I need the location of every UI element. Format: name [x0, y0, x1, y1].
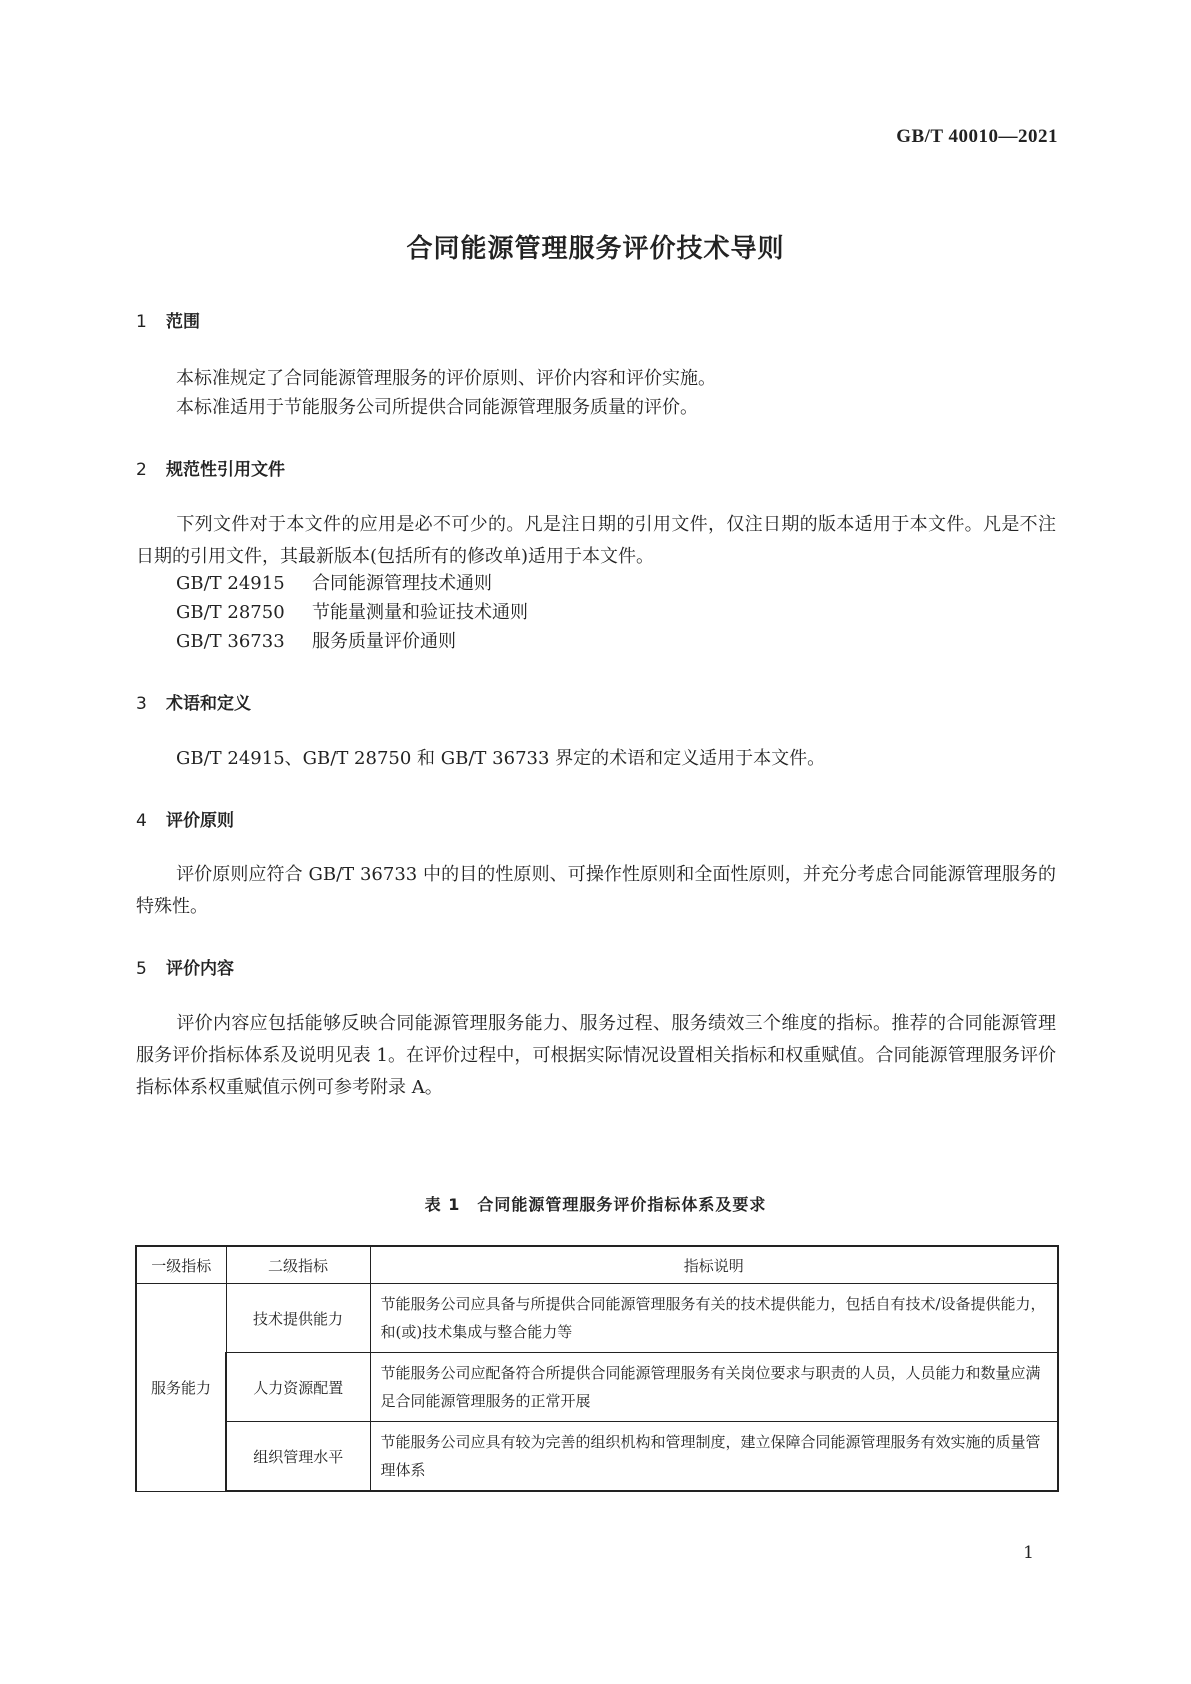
- second-level-indicator: 人力资源配置: [226, 1353, 370, 1422]
- indicator-description: 节能服务公司应配备符合所提供合同能源管理服务有关岗位要求与职责的人员，人员能力和数量应满足合同能源管理服务的正常开展: [370, 1353, 1058, 1422]
- page-number: 1: [1023, 1543, 1034, 1563]
- reference-item: [176, 597, 528, 629]
- section-number: 3: [136, 694, 147, 714]
- indicator-description: 节能服务公司应具有较为完善的组织机构和管理制度，建立保障合同能源管理服务有效实施的质量管理体系: [370, 1422, 1058, 1492]
- column-header: 指标说明: [370, 1246, 1058, 1284]
- second-level-indicator: 技术提供能力: [226, 1284, 370, 1353]
- section-3-heading: [136, 689, 251, 714]
- table-header-row: [136, 1246, 1058, 1284]
- reference-name: 合同能源管理技术通则: [312, 573, 492, 594]
- reference-item: [176, 568, 492, 600]
- column-header: 一级指标: [136, 1246, 226, 1284]
- section-1-paragraph-2: 本标准适用于节能服务公司所提供合同能源管理服务质量的评价。: [176, 397, 698, 418]
- section-title: 术语和定义: [166, 694, 251, 714]
- section-5-heading: [136, 954, 234, 979]
- table-row: [136, 1353, 1058, 1422]
- section-number: 2: [136, 460, 147, 480]
- standard-code: GB/T 40010—2021: [896, 126, 1058, 147]
- document-title: 合同能源管理服务评价技术导则: [406, 234, 785, 264]
- section-number: 1: [136, 312, 147, 332]
- section-number: 5: [136, 959, 147, 979]
- reference-code: GB/T 24915: [176, 573, 285, 594]
- section-1-paragraph-1: 本标准规定了合同能源管理服务的评价原则、评价内容和评价实施。: [176, 368, 716, 389]
- indicator-table: [135, 1245, 1059, 1492]
- section-title: 评价原则: [166, 811, 234, 831]
- reference-code: GB/T 36733: [176, 631, 285, 652]
- section-1-heading: [136, 307, 200, 332]
- first-level-indicator: 服务能力: [136, 1284, 226, 1492]
- reference-code: GB/T 28750: [176, 602, 285, 623]
- second-level-indicator: 组织管理水平: [226, 1422, 370, 1492]
- reference-item: [176, 626, 456, 658]
- table-row: [136, 1284, 1058, 1353]
- indicator-description: 节能服务公司应具备与所提供合同能源管理服务有关的技术提供能力，包括自有技术/设备提供能力，和(或)技术集成与整合能力等: [370, 1284, 1058, 1353]
- section-4-paragraph-1: 评价原则应符合 GB/T 36733 中的目的性原则、可操作性原则和全面性原则，并充分考虑合同能源管理服务的特殊性。: [136, 864, 1056, 917]
- section-3-paragraph-1: GB/T 24915、GB/T 28750 和 GB/T 36733 界定的术语和定义适用于本文件。: [176, 748, 826, 769]
- section-title: 规范性引用文件: [166, 460, 285, 480]
- table-caption: 表 1 合同能源管理服务评价指标体系及要求: [424, 1195, 767, 1214]
- section-title: 范围: [166, 312, 200, 332]
- reference-name: 服务质量评价通则: [312, 631, 456, 652]
- column-header: 二级指标: [226, 1246, 370, 1284]
- section-title: 评价内容: [166, 959, 234, 979]
- section-2-heading: [136, 455, 285, 480]
- section-4-heading: [136, 806, 234, 831]
- table-row: [136, 1422, 1058, 1492]
- section-number: 4: [136, 811, 147, 831]
- reference-name: 节能量测量和验证技术通则: [312, 602, 528, 623]
- section-5-paragraph-1: 评价内容应包括能够反映合同能源管理服务能力、服务过程、服务绩效三个维度的指标。推荐的合同能源管理服务评价指标体系及说明见表 1。在评价过程中，可根据实际情况设置相关指标和权重赋值。合同能源管理服务评价指标体系权重赋值示例可参考附录 A。: [136, 1013, 1056, 1098]
- section-2-paragraph-1: 下列文件对于本文件的应用是必不可少的。凡是注日期的引用文件，仅注日期的版本适用于本文件。凡是不注日期的引用文件，其最新版本(包括所有的修改单)适用于本文件。: [136, 514, 1056, 567]
